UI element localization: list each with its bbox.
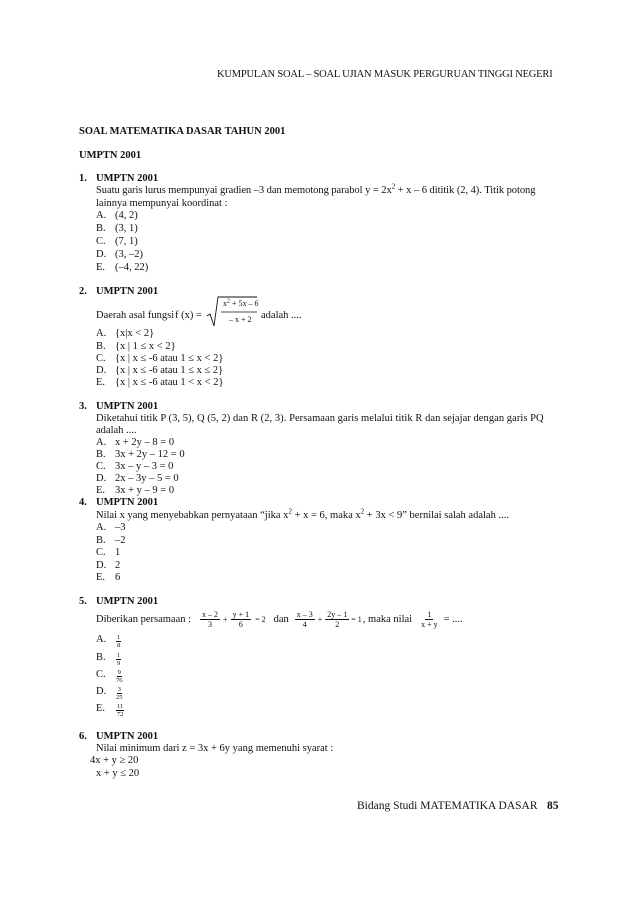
q1-option-letter: B. (96, 223, 106, 234)
q2-option-letter: A. (96, 328, 107, 339)
q2-option-letter: B. (96, 341, 106, 352)
q3-option-text: 3x + y – 9 = 0 (115, 485, 175, 496)
q5-equations: Diberikan persamaan : $\frac{x - 2}{3}$ + $\frac{y + 1}{6}$ = 2 dan $\frac{x - 3}{4}$ + $\frac{2y - 1}{2}$ = 1 , maka nilai $\frac{1}{x + y}$ = .... (96, 609, 463, 629)
q3-option-text: 3x + 2y – 12 = 0 (115, 449, 185, 460)
subsection-title: UMPTN 2001 (79, 150, 142, 161)
q4-option-letter: A. (96, 522, 107, 533)
q1-option-letter: A. (96, 210, 107, 221)
q5-option-letter: B. (96, 652, 106, 663)
q2-source: UMPTN 2001 (96, 286, 159, 297)
q1-source: UMPTN 2001 (96, 173, 159, 184)
q6-line1: Nilai minimum dari z = 3x + 6y yang memenuhi syarat : (96, 743, 334, 754)
q2-denominator: – x + 2 (229, 315, 252, 324)
q4-option-letter: E. (96, 572, 106, 583)
q2-option-letter: D. (96, 365, 107, 376)
q5-option-fraction: $\frac{1}{9}$ (117, 651, 121, 667)
q4-option-text: –3 (115, 522, 126, 533)
q5-option-fraction: $\frac{11}{72}$ (116, 702, 124, 718)
q2-fx: f (x) = (175, 310, 202, 321)
q2-option-letter: E. (96, 377, 106, 388)
q2-numerator: $x^2 + 5x - 6$ (223, 298, 259, 308)
q1-option-text: (3, 1) (115, 223, 138, 234)
q6-source: UMPTN 2001 (96, 731, 159, 742)
q3-line1: Diketahui titik P (3, 5), Q (5, 2) dan R (2, 3). Persamaan garis melalui titik R dan sejajar dengan garis PQ (96, 413, 544, 424)
q4-number: 4. (79, 497, 87, 508)
q2-number: 2. (79, 286, 87, 297)
q3-option-text: x + 2y – 8 = 0 (115, 437, 175, 448)
q4-option-letter: C. (96, 547, 106, 558)
q3-source: UMPTN 2001 (96, 401, 159, 412)
q1-line2: lainnya mempunyai koordinat : (96, 198, 228, 209)
q2-option-text: {x | x ≤ -6 atau 1 < x < 2} (115, 377, 224, 388)
q6-line2: 4x + y ≥ 20 (90, 755, 139, 766)
q2-option-text: {x | 1 ≤ x < 2} (115, 341, 176, 352)
q4-source: UMPTN 2001 (96, 497, 159, 508)
q4-option-letter: B. (96, 535, 106, 546)
q1-option-text: (3, –2) (115, 249, 143, 260)
q5-option-fraction: $\frac{3}{25}$ (116, 685, 123, 701)
q1-number: 1. (79, 173, 87, 184)
q3-option-text: 3x – y – 3 = 0 (115, 461, 174, 472)
q6-line3: x + y ≤ 20 (96, 768, 140, 779)
q2-option-text: {x | x ≤ -6 atau 1 ≤ x ≤ 2} (115, 365, 224, 376)
q5-option-letter: D. (96, 686, 107, 697)
q1-option-letter: C. (96, 236, 106, 247)
q1-option-text: (7, 1) (115, 236, 138, 247)
q4-option-text: –2 (115, 535, 126, 546)
q4-line: Nilai x yang menyebabkan pernyataan “jika $x^2 + x = 6$, maka $x^2 + 3x < 9$” bernilai salah adalah .... (96, 507, 509, 521)
q5-fraction: $\frac{2y - 1}{2}$ (327, 609, 348, 629)
q4-option-text: 6 (115, 572, 121, 583)
q6-number: 6. (79, 731, 87, 742)
q5-fraction: $\frac{x - 2}{3}$ (202, 609, 219, 629)
q1-option-letter: D. (96, 249, 107, 260)
q5-option-fraction: $\frac{1}{8}$ (117, 633, 121, 649)
q5-option-letter: C. (96, 669, 106, 680)
q5-number: 5. (79, 596, 87, 607)
q3-number: 3. (79, 401, 87, 412)
q4-option-letter: D. (96, 560, 107, 571)
q1-line1: Suatu garis lurus mempunyai gradien –3 dan memotong parabol $y = 2x^2 + x - 6$ dititik (2, 4). Titik potong (96, 182, 536, 196)
q4-option-text: 2 (115, 560, 121, 571)
q1-option-letter: E. (96, 262, 106, 273)
page-number: 85 (547, 800, 559, 812)
q2-prefix: Daerah asal fungsi (96, 310, 175, 321)
q5-fraction: $\frac{x - 3}{4}$ (296, 609, 313, 629)
q3-option-letter: D. (96, 473, 107, 484)
q1-option-text: (4, 2) (115, 210, 138, 221)
section-title: SOAL MATEMATIKA DASAR TAHUN 2001 (79, 126, 286, 137)
q2-option-text: {x|x < 2} (115, 328, 155, 339)
q3-option-text: 2x – 3y – 5 = 0 (115, 473, 179, 484)
q5-option-fraction: $\frac{9}{76}$ (116, 668, 123, 684)
q5-source: UMPTN 2001 (96, 596, 159, 607)
q5-option-letter: E. (96, 703, 106, 714)
q3-option-letter: E. (96, 485, 106, 496)
q2-option-text: {x | x ≤ -6 atau 1 ≤ x < 2} (115, 353, 224, 364)
q4-option-text: 1 (115, 547, 121, 558)
q2-suffix: adalah .... (261, 310, 302, 321)
q1-option-text: (–4, 22) (115, 262, 149, 273)
q3-option-letter: A. (96, 437, 107, 448)
q2-option-letter: C. (96, 353, 106, 364)
running-header: KUMPULAN SOAL – SOAL UJIAN MASUK PERGURUAN TINGGI NEGERI (217, 69, 553, 80)
q5-fraction: $\frac{y + 1}{6}$ (232, 609, 250, 629)
q5-fraction: $\frac{1}{x + y}$ (421, 609, 438, 629)
footer-subject: Bidang Studi MATEMATIKA DASAR (357, 800, 538, 812)
q3-line2: adalah .... (96, 425, 137, 436)
q3-option-letter: C. (96, 461, 106, 472)
q5-option-letter: A. (96, 634, 107, 645)
q3-option-letter: B. (96, 449, 106, 460)
